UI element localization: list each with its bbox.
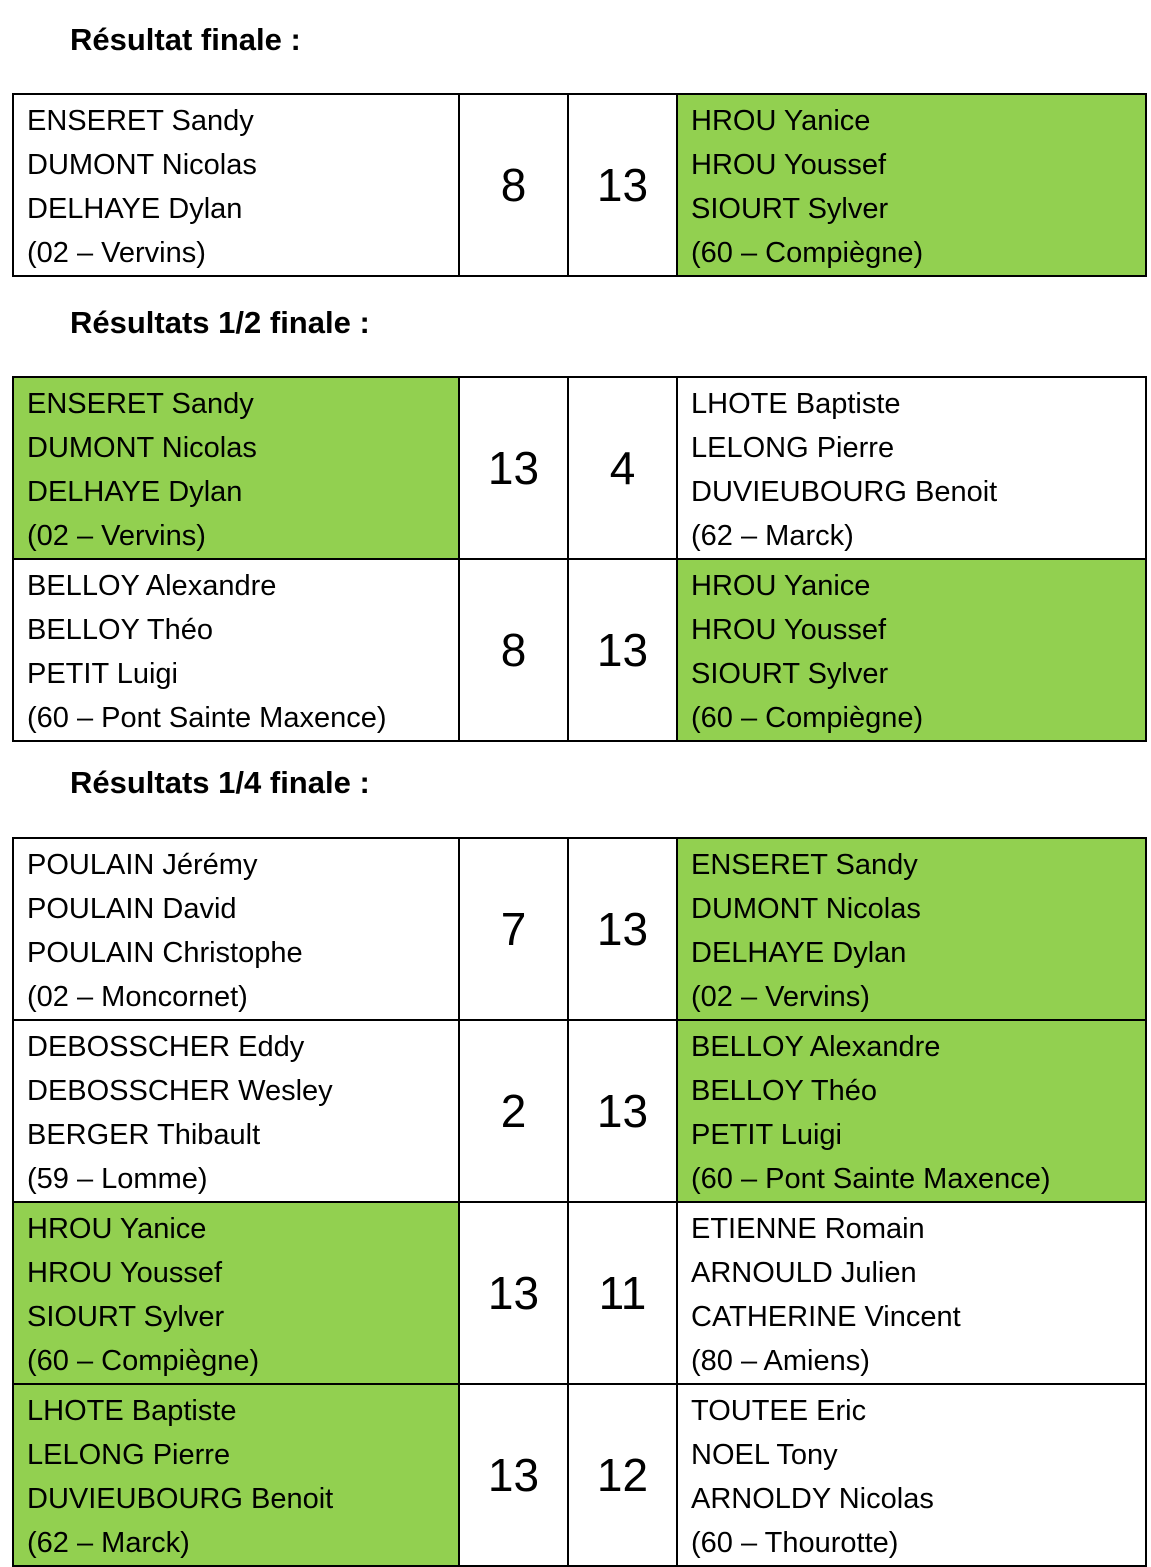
player-name: CATHERINE Vincent [691,1301,961,1333]
player-name: ENSERET Sandy [691,849,918,881]
team-right [677,1202,1146,1384]
match-row [13,1202,1146,1384]
player-name: LELONG Pierre [27,1439,231,1471]
team-left [13,1202,459,1384]
player-name: DUMONT Nicolas [27,149,257,181]
player-name: POULAIN David [27,893,237,925]
player-name: HROU Yanice [27,1213,207,1245]
match-row [13,94,1146,276]
player-name: POULAIN Jérémy [27,849,258,881]
score-left: 2 [459,1020,568,1202]
team-left [13,1020,459,1202]
player-name: POULAIN Christophe [27,937,303,969]
team-club: (60 – Thourotte) [691,1527,899,1559]
team-right [677,377,1146,559]
player-name: ARNOLDY Nicolas [691,1483,934,1515]
team-right [677,1384,1146,1566]
team-right [677,838,1146,1020]
team-right [677,559,1146,741]
team-left [13,559,459,741]
player-name: ENSERET Sandy [27,105,254,137]
team-club: (60 – Pont Sainte Maxence) [27,702,387,734]
player-name: HROU Yanice [691,105,871,137]
results-table-finale [12,93,1147,277]
team-left [13,377,459,559]
player-name: DELHAYE Dylan [27,476,243,508]
team-club: (60 – Compiègne) [691,702,924,734]
section-title-quart-finale: Résultats 1/4 finale : [70,765,370,800]
player-name: ARNOULD Julien [691,1257,917,1289]
score-left: 13 [459,1384,568,1566]
match-row [13,559,1146,741]
player-name: PETIT Luigi [27,658,178,690]
player-name: DUMONT Nicolas [27,432,257,464]
player-name: DELHAYE Dylan [27,193,243,225]
score-right: 13 [568,838,677,1020]
player-name: HROU Youssef [27,1257,223,1289]
results-table-quart-finale [12,837,1147,1567]
player-name: NOEL Tony [691,1439,838,1471]
player-name: TOUTEE Eric [691,1395,867,1427]
team-club: (62 – Marck) [27,1527,190,1559]
results-table-demi-finale [12,376,1147,742]
player-name: DUMONT Nicolas [691,893,921,925]
player-name: HROU Youssef [691,149,887,181]
player-name: HROU Youssef [691,614,887,646]
score-left: 8 [459,559,568,741]
team-club: (60 – Compiègne) [27,1345,260,1377]
score-right: 4 [568,377,677,559]
player-name: LELONG Pierre [691,432,895,464]
team-club: (02 – Vervins) [27,520,206,552]
score-left: 7 [459,838,568,1020]
team-club: (02 – Moncornet) [27,981,248,1013]
player-name: PETIT Luigi [691,1119,842,1151]
player-name: BELLOY Théo [691,1075,877,1107]
score-left: 13 [459,1202,568,1384]
player-name: BERGER Thibault [27,1119,261,1151]
team-right [677,1020,1146,1202]
team-club: (02 – Vervins) [27,237,206,269]
score-right: 12 [568,1384,677,1566]
score-right: 13 [568,1020,677,1202]
team-right [677,94,1146,276]
score-left: 13 [459,377,568,559]
score-right: 11 [568,1202,677,1384]
player-name: SIOURT Sylver [691,658,889,690]
section-title-demi-finale: Résultats 1/2 finale : [70,305,370,340]
score-left: 8 [459,94,568,276]
match-row [13,377,1146,559]
player-name: DEBOSSCHER Eddy [27,1031,305,1063]
team-club: (02 – Vervins) [691,981,870,1013]
team-club: (60 – Compiègne) [691,237,924,269]
player-name: BELLOY Alexandre [27,570,277,602]
team-club: (60 – Pont Sainte Maxence) [691,1163,1051,1195]
team-club: (62 – Marck) [691,520,854,552]
player-name: SIOURT Sylver [691,193,889,225]
player-name: HROU Yanice [691,570,871,602]
section-title-finale: Résultat finale : [70,22,301,57]
team-left [13,94,459,276]
match-row [13,1020,1146,1202]
team-left [13,1384,459,1566]
team-left [13,838,459,1020]
player-name: BELLOY Alexandre [691,1031,941,1063]
player-name: DUVIEUBOURG Benoit [27,1483,334,1515]
team-club: (80 – Amiens) [691,1345,870,1377]
player-name: ETIENNE Romain [691,1213,925,1245]
player-name: BELLOY Théo [27,614,213,646]
player-name: DELHAYE Dylan [691,937,907,969]
match-row [13,1384,1146,1566]
player-name: DEBOSSCHER Wesley [27,1075,333,1107]
match-row [13,838,1146,1020]
player-name: LHOTE Baptiste [691,388,901,420]
player-name: ENSERET Sandy [27,388,254,420]
team-club: (59 – Lomme) [27,1163,208,1195]
player-name: LHOTE Baptiste [27,1395,237,1427]
player-name: SIOURT Sylver [27,1301,225,1333]
score-right: 13 [568,559,677,741]
player-name: DUVIEUBOURG Benoit [691,476,998,508]
score-right: 13 [568,94,677,276]
